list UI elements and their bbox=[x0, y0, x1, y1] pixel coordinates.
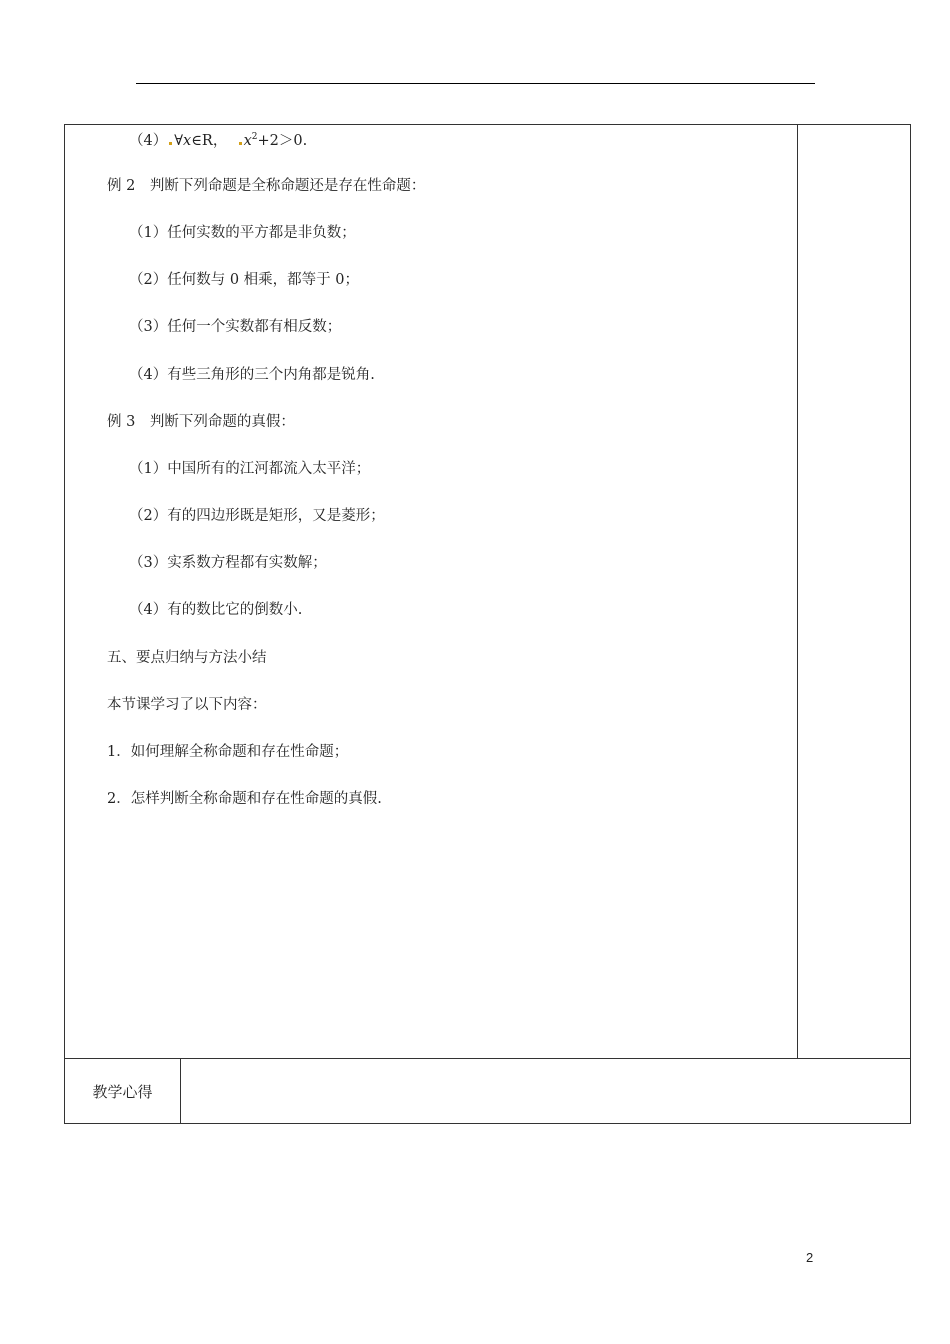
example-2-title: 例 2 判断下列命题是全称命题还是存在性命题： bbox=[107, 178, 426, 194]
set-membership: ∈R， bbox=[191, 132, 228, 149]
ex3-item-4: （4）有的数比它的倒数小. bbox=[129, 602, 303, 618]
summary-item-1: 1．如何理解全称命题和存在性命题； bbox=[107, 744, 349, 760]
ex2-item-4: （4）有些三角形的三个内角都是锐角. bbox=[129, 367, 375, 383]
ex1-item-4 bbox=[129, 128, 307, 150]
summary-item-2: 2．怎样判断全称命题和存在性命题的真假. bbox=[107, 791, 382, 807]
marker-dot bbox=[239, 142, 242, 145]
inequality-rest: +2＞0. bbox=[257, 132, 308, 149]
section-5-title: 五、要点归纳与方法小结 bbox=[107, 650, 267, 666]
example-3-title: 例 3 判断下列命题的真假： bbox=[107, 414, 295, 430]
ex3-item-2: （2）有的四边形既是矩形，又是菱形； bbox=[129, 508, 385, 524]
ex3-item-1: （1）中国所有的江河都流入太平洋； bbox=[129, 461, 371, 477]
exponent: 2 bbox=[251, 132, 258, 142]
forall-symbol: ∀ bbox=[174, 132, 183, 149]
variable-x: x bbox=[183, 132, 192, 149]
item-number: （4） bbox=[129, 132, 168, 149]
ex2-item-1: （1）任何实数的平方都是非负数； bbox=[129, 225, 356, 241]
ex3-item-3: （3）实系数方程都有实数解； bbox=[129, 555, 327, 571]
marker-dot bbox=[169, 142, 172, 145]
summary-intro: 本节课学习了以下内容： bbox=[107, 697, 267, 713]
page-number: 2 bbox=[806, 1250, 814, 1265]
teaching-reflection-label: 教学心得 bbox=[92, 1082, 153, 1101]
header-rule bbox=[136, 83, 815, 84]
ex2-item-2: （2）任何数与 0 相乘，都等于 0； bbox=[129, 272, 360, 288]
ex2-item-3: （3）任何一个实数都有相反数； bbox=[129, 319, 342, 335]
teaching-reflection-cell bbox=[181, 1058, 911, 1124]
lesson-table bbox=[64, 124, 911, 1124]
variable-x-squared: x bbox=[243, 132, 252, 149]
notes-column-divider bbox=[797, 125, 798, 1058]
